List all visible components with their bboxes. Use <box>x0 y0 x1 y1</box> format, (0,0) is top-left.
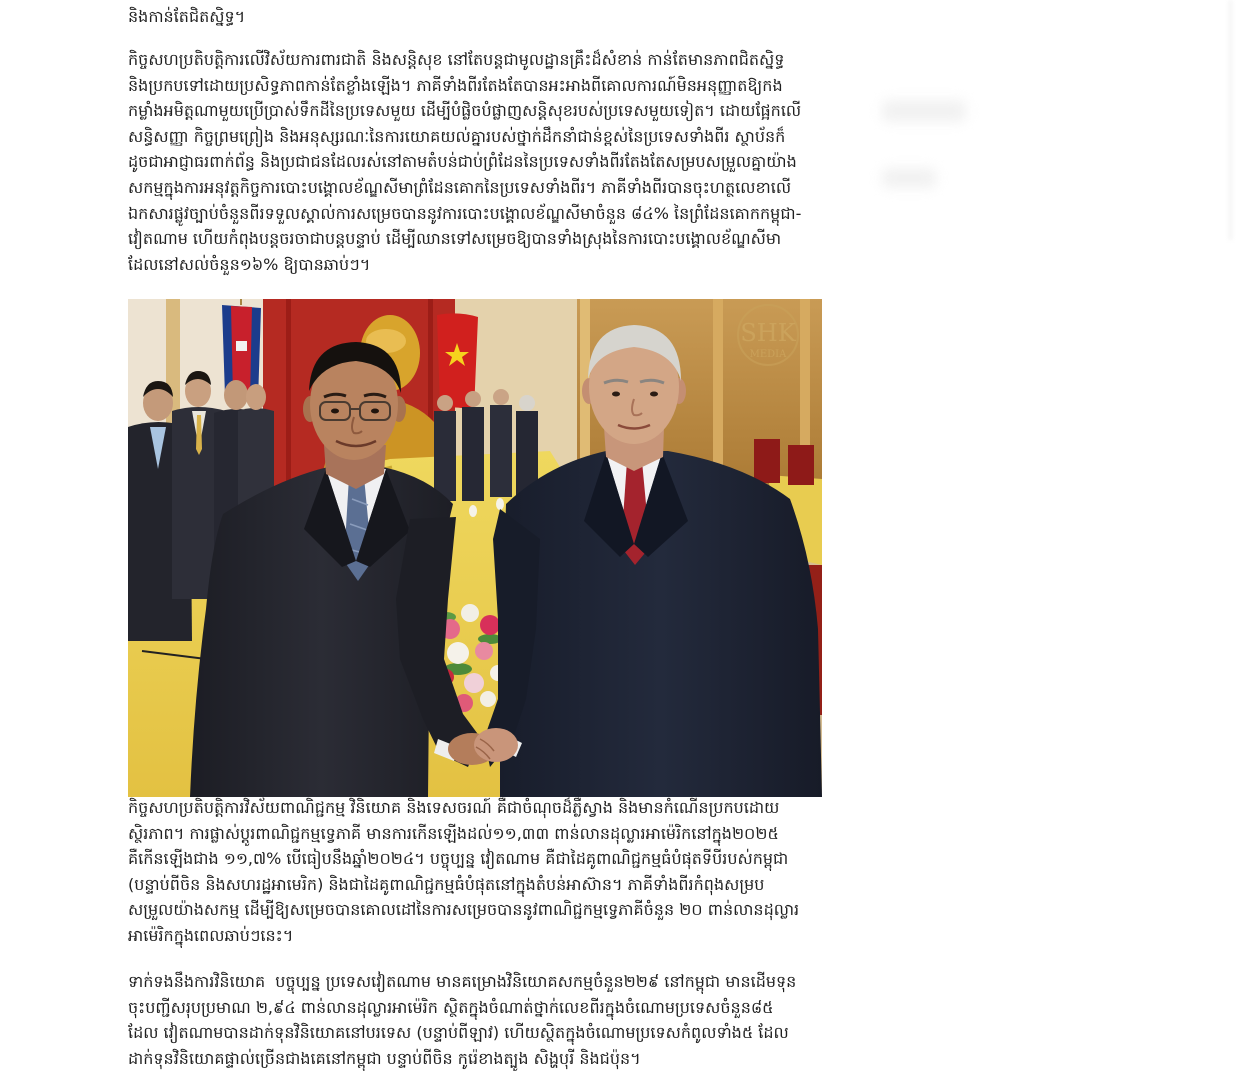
text-line: និងកាន់តែជិតស្និទ្ធ។ <box>128 7 246 26</box>
text-line: ចុះបញ្ជីសរុបប្រមាណ ២,៩៤ ពាន់លានដុល្លារអាម៉េរិក ស្ថិតក្នុងចំណាត់ថ្នាក់លេខពីរក្នុងចំណោមប្រទេសចំនួន៨៥ <box>128 997 774 1017</box>
text-line: ឯកសារផ្លូវច្បាប់ចំនួនពីរទទួលស្គាល់ការសម្រេចបាននូវការបោះបង្គោលខ័ណ្ឌសីមាចំនួន ៨៤% នៃព្រំដែនគោកកម្ពុជា- <box>128 203 802 223</box>
text-line: កិច្ចសហប្រតិបត្តិការវិស័យពាណិជ្ជកម្ម វិនិយោគ និងទេសចរណ៍ គឺជាចំណុចដ៏ភ្លឺស្វាង និងមានកំណើនប្រកបដោយ <box>128 798 780 817</box>
sidebar-blurred-item <box>882 168 936 188</box>
watermark-text-bottom: MEDIA <box>749 349 787 360</box>
watermark-text-top: SHK <box>740 319 796 347</box>
text-line: កម្លាំងអមិត្តណាមួយប្រើប្រាស់ទឹកដីនៃប្រទេសមួយ ដើម្បីបំផ្លិចបំផ្លាញសន្តិសុខរបស់ប្រទេសមួយទៀត។ ដោយផ្អែកលើ <box>128 101 802 121</box>
sidebar-blurred-item <box>882 100 966 122</box>
paragraph-trade <box>128 795 858 949</box>
sidebar-faded <box>860 60 1220 260</box>
text-line: (បន្ទាប់ពីចិន និងសហរដ្ឋអាមេរិក) និងជាដៃគូពាណិជ្ជកម្មធំបំផុតនៅក្នុងតំបន់អាស៊ាន។ ភាគីទាំងពីរកំពុងសម្រប <box>128 874 765 894</box>
text-line: សម្រួលយ៉ាងសកម្ម ដើម្បីឱ្យសម្រេចបានគោលដៅនៃការសម្រេចបាននូវពាណិជ្ជកម្មទ្វេភាគីចំនួន ២០ ពាន់លានដុល្លារ <box>128 900 800 920</box>
text-line: ស្ថិរភាព។ ការផ្លាស់ប្តូរពាណិជ្ជកម្មទ្វេភាគី មានការកើនឡើងដល់១១,៣៣ ពាន់លានដុល្លារអាម៉េរិកនៅក្នុង២០២៥ <box>128 823 779 843</box>
text-line: កិច្ចសហប្រតិបត្តិការលើវិស័យការពារជាតិ និងសន្តិសុខ នៅតែបន្តជាមូលដ្ឋានគ្រឹះដ៏សំខាន់ កាន់តែមានភាពជិតស្និទ្ធ <box>128 50 785 69</box>
text-line: ដែល វៀតណាមបានដាក់ទុនវិនិយោគនៅបរទេស (បន្ទាប់ពីឡាវ) ហើយស្ថិតក្នុងចំណោមប្រទេសកំពូលទាំង៥ ដែល <box>128 1023 789 1043</box>
text-line: ដែលនៅសល់ចំនួន១៦% ឱ្យបានឆាប់ៗ។ <box>128 254 371 274</box>
text-line: សន្ធិសញ្ញា កិច្ចព្រមព្រៀង និងអនុស្សរណៈនៃការយោគយល់គ្នារបស់ថ្នាក់ដឹកនាំជាន់ខ្ពស់នៃប្រទេសទាំងពីរ ស្ថាប័នក៏ <box>128 126 786 146</box>
text-line: អាម៉េរិកក្នុងពេលឆាប់ៗនេះ។ <box>128 925 294 945</box>
article-photo <box>128 299 822 797</box>
page-edge-shadow <box>1229 0 1232 240</box>
text-line: ដាក់ទុនវិនិយោគផ្ទាល់ច្រើនជាងគេនៅកម្ពុជា បន្ទាប់ពីចិន កូរ៉េខាងត្បូង សិង្ហបុរី និងជប៉ុន។ <box>128 1048 641 1068</box>
text-line: គឺកើនឡើងជាង ១១,៧% បើធៀបនឹងឆ្នាំ២០២៤។ បច្ចុប្បន្ន វៀតណាម គឺជាដៃគូពាណិជ្ជកម្មធំបំផុតទីបីរបស់កម្ពុជា <box>128 849 789 869</box>
paragraph-intro-tail <box>128 4 858 30</box>
text-line: ទាក់ទងនឹងការវិនិយោគ បច្ចុប្បន្ន ប្រទេសវៀតណាម មានគម្រោងវិនិយោគសកម្មចំនួន២២៩ នៅកម្ពុជា មានដើមទុន <box>128 972 797 991</box>
paragraph-investment <box>128 969 858 1071</box>
photo-illustration <box>128 299 822 797</box>
text-line: សកម្មក្នុងការអនុវត្តកិច្ចការបោះបង្គោលខ័ណ្ឌសីមាព្រំដែនគោកនៃប្រទេសទាំងពីរ។ ភាគីទាំងពីរបានចុះហត្ថលេខាលើ <box>128 177 792 197</box>
text-line: និងប្រកបទៅដោយប្រសិទ្ធភាពកាន់តែខ្លាំងឡើង។ ភាគីទាំងពីរតែងតែបានអះអាងពីគោលការណ៍មិនអនុញ្ញាតឱ្យកង <box>128 75 783 95</box>
paragraph-defense-security <box>128 47 858 277</box>
text-line: ដូចជាអាជ្ញាធរពាក់ព័ន្ធ និងប្រជាជនដែលរស់នៅតាមតំបន់ជាប់ព្រំដែននៃប្រទេសទាំងពីរតែងតែសម្របសម្រួលគ្នាយ៉ាង <box>128 152 797 172</box>
text-line: វៀតណាម ហើយកំពុងបន្តចរចាជាបន្តបន្ទាប់ ដើម្បីឈានទៅសម្រេចឱ្យបានទាំងស្រុងនៃការបោះបង្គោលខ័ណ្ឌសីមា <box>128 229 782 249</box>
